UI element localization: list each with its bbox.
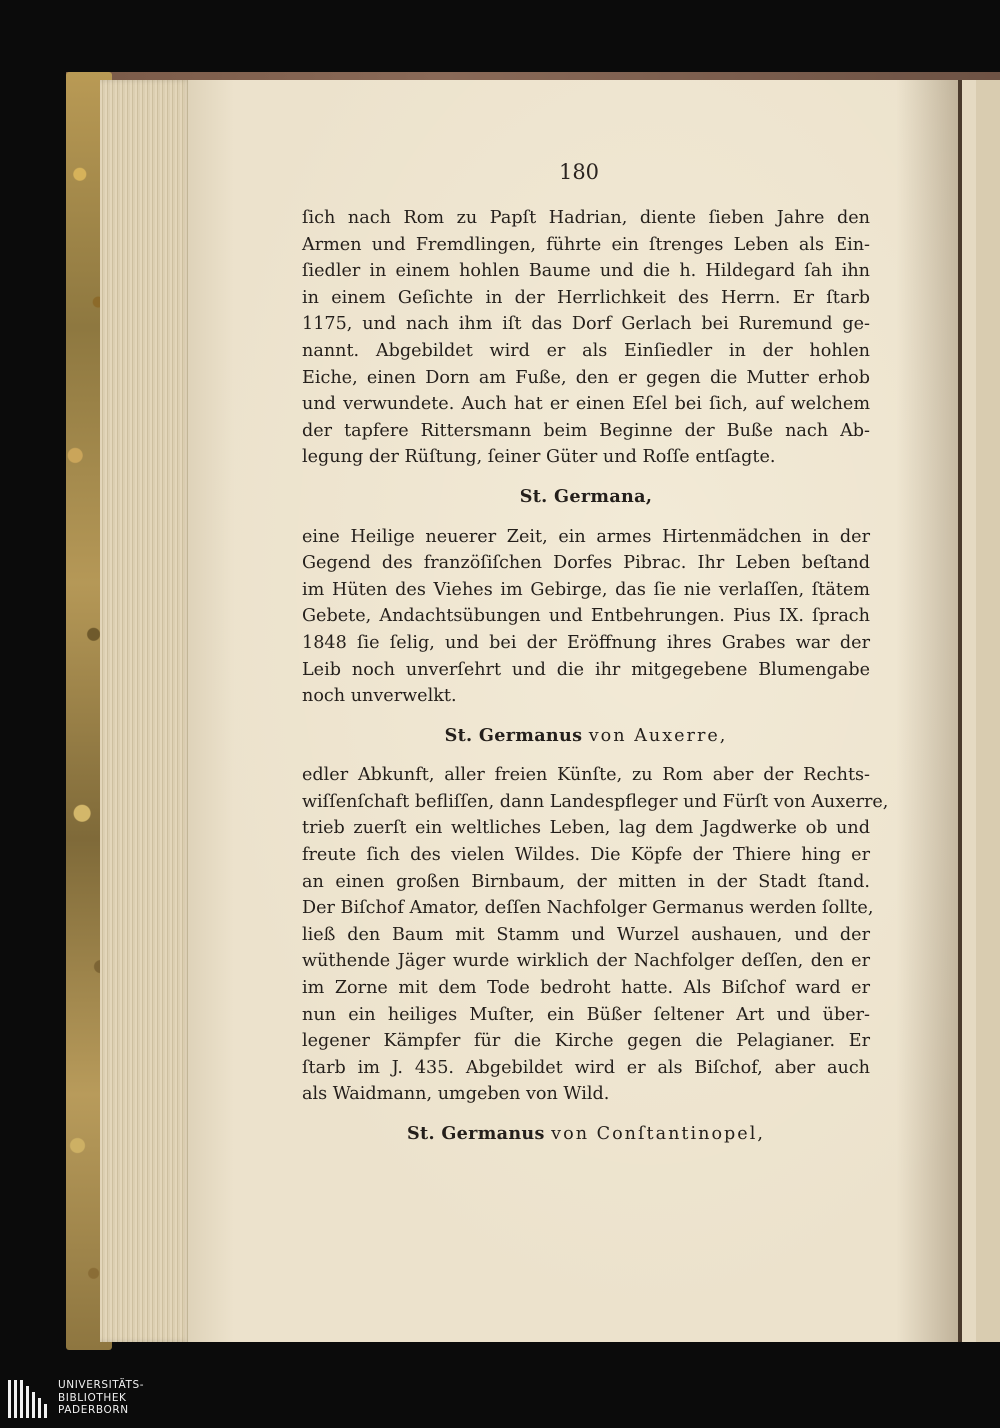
- next-page-edge: [958, 80, 1000, 1342]
- heading-place: von Conſtantinopel,: [551, 1124, 765, 1144]
- text-line: ſiedler in einem hohlen Baume und die h. Hildegard ſah ihn: [302, 261, 870, 282]
- text-line: Armen und Fremdlingen, führte ein ſtrenges Leben als Ein-: [302, 234, 870, 255]
- text-line: und verwundete. Auch hat er einen Eſel bei ſich, auf welchem: [302, 394, 870, 415]
- text-line: ſtarb im J. 435. Abgebildet wird er als Biſchof, aber auch: [302, 1057, 870, 1078]
- heading-st-germanus-constantinopel: [302, 1121, 870, 1148]
- heading-st-germanus-auxerre: [302, 723, 870, 750]
- page-number: 180: [558, 160, 600, 184]
- library-name-line: UNIVERSITÄTS-: [58, 1379, 145, 1391]
- text-line: legung der Rüſtung, ſeiner Güter und Roſſe entſagte.: [302, 447, 776, 468]
- page-body: [302, 205, 889, 1161]
- text-line: 1848 ſie ſelig, und bei der Eröffnung ihres Grabes war der: [302, 632, 870, 653]
- heading-saint-name: St. Germanus: [407, 1123, 545, 1144]
- paragraph-gerlach: [302, 205, 870, 471]
- heading-st-germana: [302, 484, 870, 511]
- text-line: legener Kämpfer für die Kirche gegen die Pelagianer. Er: [302, 1031, 870, 1052]
- text-line: freute ſich des vielen Wildes. Die Köpfe der Thiere hing er: [302, 845, 870, 866]
- text-line: eine Heilige neuerer Zeit, ein armes Hirtenmädchen in der: [302, 526, 870, 547]
- library-name: [58, 1379, 144, 1417]
- text-line: in einem Geſichte in der Herrlichkeit des Herrn. Er ſtarb: [302, 287, 870, 308]
- text-line: Der Biſchof Amator, deſſen Nachfolger Germanus werden ſollte,: [302, 898, 874, 919]
- library-name-line: BIBLIOTHEK: [58, 1391, 127, 1404]
- paragraph-germana: [302, 524, 870, 710]
- library-logo: [6, 1378, 206, 1420]
- text-line: Gebete, Andachtsübungen und Entbehrungen. Pius IX. ſprach: [302, 606, 870, 627]
- paragraph-germanus-auxerre: [302, 762, 889, 1108]
- text-line: Gegend des franzöſiſchen Dorfes Pibrac. Ihr Leben beſtand: [302, 553, 870, 574]
- text-line: nannt. Abgebildet wird er als Einſiedler in der hohlen: [302, 340, 870, 361]
- text-line: im Hüten des Viehes im Gebirge, das ſie nie verlaſſen, ſtätem: [302, 579, 870, 600]
- text-line: ſich nach Rom zu Papſt Hadrian, diente ſieben Jahre den: [302, 208, 870, 228]
- text-line: 1175, und nach ihm iſt das Dorf Gerlach bei Ruremund ge-: [302, 314, 870, 335]
- text-line: wüthende Jäger wurde wirklich der Nachfolger deſſen, den er: [302, 951, 870, 972]
- library-emblem-icon: [6, 1378, 50, 1420]
- text-line: Leib noch unverſehrt und die ihr mitgegebene Blumengabe: [302, 659, 870, 680]
- text-line: als Waidmann, umgeben von Wild.: [302, 1084, 610, 1105]
- text-line: edler Abkunft, aller freien Künſte, zu Rom aber der Rechts-: [302, 765, 870, 786]
- text-line: noch unverwelkt.: [302, 686, 457, 707]
- library-name-line: PADERBORN: [58, 1404, 129, 1416]
- text-line: Eiche, einen Dorn am Fuße, den er gegen die Mutter erhob: [302, 367, 870, 388]
- text-line: im Zorne mit dem Tode bedroht hatte. Als Biſchof ward er: [302, 978, 870, 999]
- text-line: der tapfere Rittersmann beim Beginne der Buße nach Ab-: [302, 420, 870, 441]
- heading-saint-name: St. Germana,: [519, 485, 653, 507]
- page-block-edges: [100, 80, 192, 1342]
- text-line: nun ein heiliges Muſter, ein Büßer ſeltener Art und über-: [302, 1004, 870, 1025]
- book-page: [188, 80, 958, 1342]
- heading-place: von Auxerre,: [588, 725, 728, 746]
- text-line: wiſſenſchaft befliſſen, dann Landespfleger und Fürſt von Auxerre,: [302, 791, 889, 812]
- text-line: ließ den Baum mit Stamm und Wurzel aushauen, und der: [302, 924, 870, 945]
- heading-saint-name: St. Germanus: [444, 724, 583, 746]
- text-line: trieb zuerſt ein weltliches Leben, lag dem Jagdwerke ob und: [302, 818, 870, 839]
- text-line: an einen großen Birnbaum, der mitten in der Stadt ſtand.: [302, 871, 870, 892]
